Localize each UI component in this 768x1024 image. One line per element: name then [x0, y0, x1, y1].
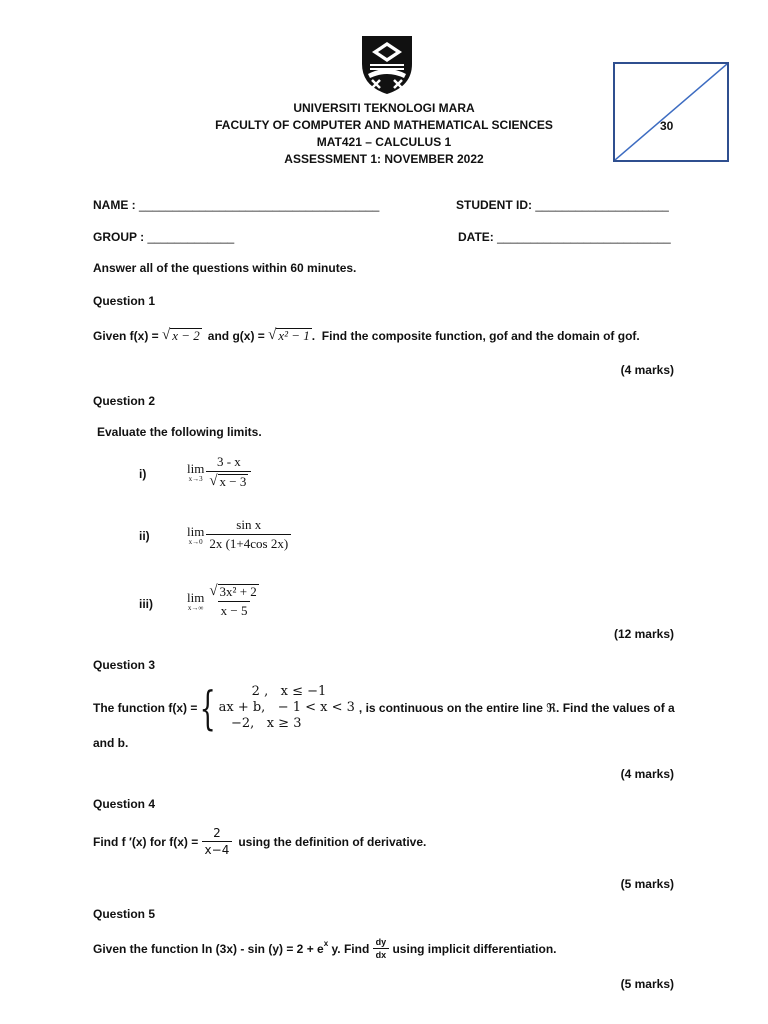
q2-part-3-label: iii)	[139, 597, 153, 611]
date-label: DATE:	[458, 230, 494, 244]
q1-title: Question 1	[93, 294, 156, 308]
q5-fraction: $\frac{dy}{dx}$	[373, 937, 390, 960]
q3-text-c: and b.	[93, 736, 129, 750]
course-title: MAT421 – CALCULUS 1	[316, 135, 452, 149]
group-field[interactable]	[93, 230, 234, 244]
q2-title: Question 2	[93, 394, 156, 408]
group-line: _____________	[147, 230, 235, 244]
q5-text-b: y. Find	[328, 941, 373, 956]
q3-text-a: The function f(x) =	[93, 701, 198, 715]
q5-title: Question 5	[93, 907, 156, 921]
q1-root-g: √ x² − 1	[268, 327, 310, 343]
q2-intro: Evaluate the following limits.	[97, 425, 262, 439]
q1-marks: (4 marks)	[620, 363, 674, 377]
student-id-field[interactable]	[456, 198, 669, 212]
q3-text	[93, 681, 683, 735]
faculty-name: FACULTY OF COMPUTER AND MATHEMATICAL SCIENCES	[215, 118, 553, 132]
name-line: ____________________________________	[139, 198, 380, 212]
q2-part-3-expr: lim x→∞ √ 3x² + 2 x − 5	[187, 583, 257, 618]
q4-text	[93, 826, 426, 857]
q3-title: Question 3	[93, 658, 156, 672]
q4-text-a: Find f ′(x) for f(x) =	[93, 834, 202, 849]
name-field[interactable]	[93, 198, 379, 212]
q4-marks: (5 marks)	[620, 877, 674, 891]
q1-root-f: √ x − 2	[162, 327, 200, 343]
q4-text-b: using the definition of derivative.	[238, 834, 427, 849]
date-line: __________________________	[497, 230, 671, 244]
q1-text-c: . Find the composite function, gof and the domain of gof.	[311, 328, 640, 343]
q2-part-2-label: ii)	[139, 529, 150, 543]
q4-title: Question 4	[93, 797, 156, 811]
q5-text	[93, 937, 556, 960]
q5-text-c: using implicit differentiation.	[389, 941, 557, 956]
q2-part-1-label: i)	[139, 467, 147, 481]
q2-part-1-expr: lim x→3 3 - x √ x − 3	[187, 454, 251, 490]
q1-text-b: and g(x) =	[207, 328, 269, 343]
q5-marks: (5 marks)	[620, 977, 674, 991]
name-label: NAME :	[93, 198, 136, 212]
q5-text-a: Given the function ln (3x) - sin (y) = 2 + e	[93, 941, 324, 956]
q3-marks: (4 marks)	[620, 767, 674, 781]
q2-part-2-expr: lim x→0 $\frac{\text{sin x}}{2x (1+4\cos 2x)}$	[187, 517, 291, 552]
q1-text-a: Given f(x) =	[93, 328, 163, 343]
instruction: Answer all of the questions within 60 minutes.	[93, 261, 357, 275]
group-label: GROUP :	[93, 230, 145, 244]
uitm-logo	[358, 34, 416, 96]
q3-text-b: , is continuous on the entire line ℜ. Find the values of a	[358, 701, 675, 715]
student-id-label: STUDENT ID:	[456, 198, 532, 212]
q1-text	[93, 328, 640, 344]
score-total: 30	[660, 119, 674, 133]
student-id-line: ____________________	[535, 198, 669, 212]
date-field[interactable]	[458, 230, 671, 244]
q2-marks: (12 marks)	[613, 627, 674, 641]
university-name: UNIVERSITI TEKNOLOGI MARA	[293, 101, 475, 115]
q4-fraction: $\frac{2}{x-4}$	[202, 826, 233, 857]
q3-piecewise: { 2 , x ≤ −1 ax + b, − 1 < x < 3 −2, x ≥ 3	[199, 681, 355, 735]
assessment-title: ASSESSMENT 1: NOVEMBER 2022	[284, 152, 484, 166]
q5-sup: x	[323, 939, 329, 948]
